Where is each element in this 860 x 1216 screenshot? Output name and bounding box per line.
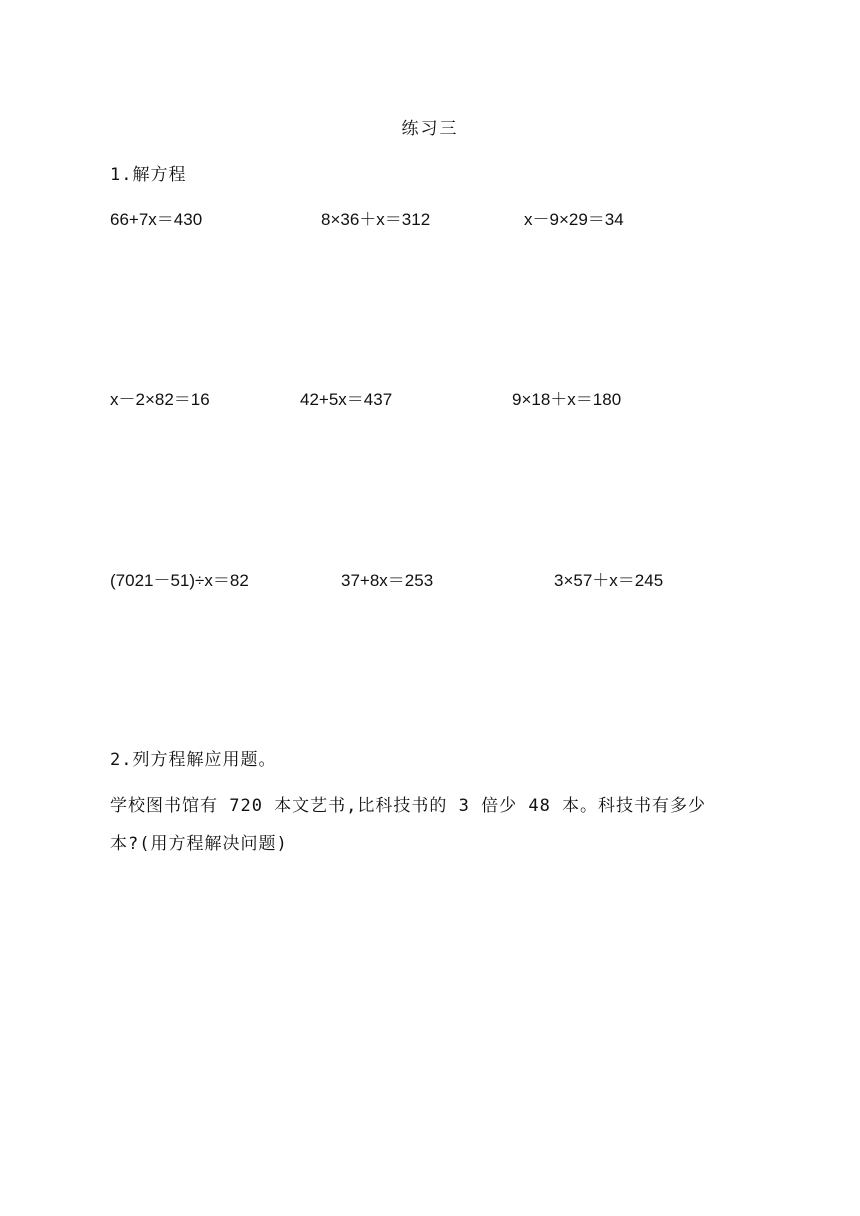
word-problem-line2: 本?(用方程解决问题) [110,834,288,854]
word-problem-line1: 学校图书馆有 720 本文艺书,比科技书的 3 倍少 48 本。科技书有多少 [110,796,707,816]
section1-heading: 1.解方程 [110,165,187,185]
equation-3-3: 3×57＋x＝245 [554,571,664,590]
equation-3-2: 37+8x＝253 [341,571,434,590]
equation-1-3: x－9×29＝34 [524,210,624,229]
equation-1-1: 66+7x＝430 [110,210,203,229]
equation-1-2: 8×36＋x＝312 [321,210,431,229]
equation-3-1: (7021－51)÷x＝82 [110,571,249,590]
equation-2-3: 9×18＋x＝180 [512,390,622,409]
equation-2-2: 42+5x＝437 [300,390,393,409]
equation-2-1: x－2×82＝16 [110,390,210,409]
section2-heading: 2.列方程解应用题。 [110,750,277,770]
page-title: 练习三 [401,119,459,139]
